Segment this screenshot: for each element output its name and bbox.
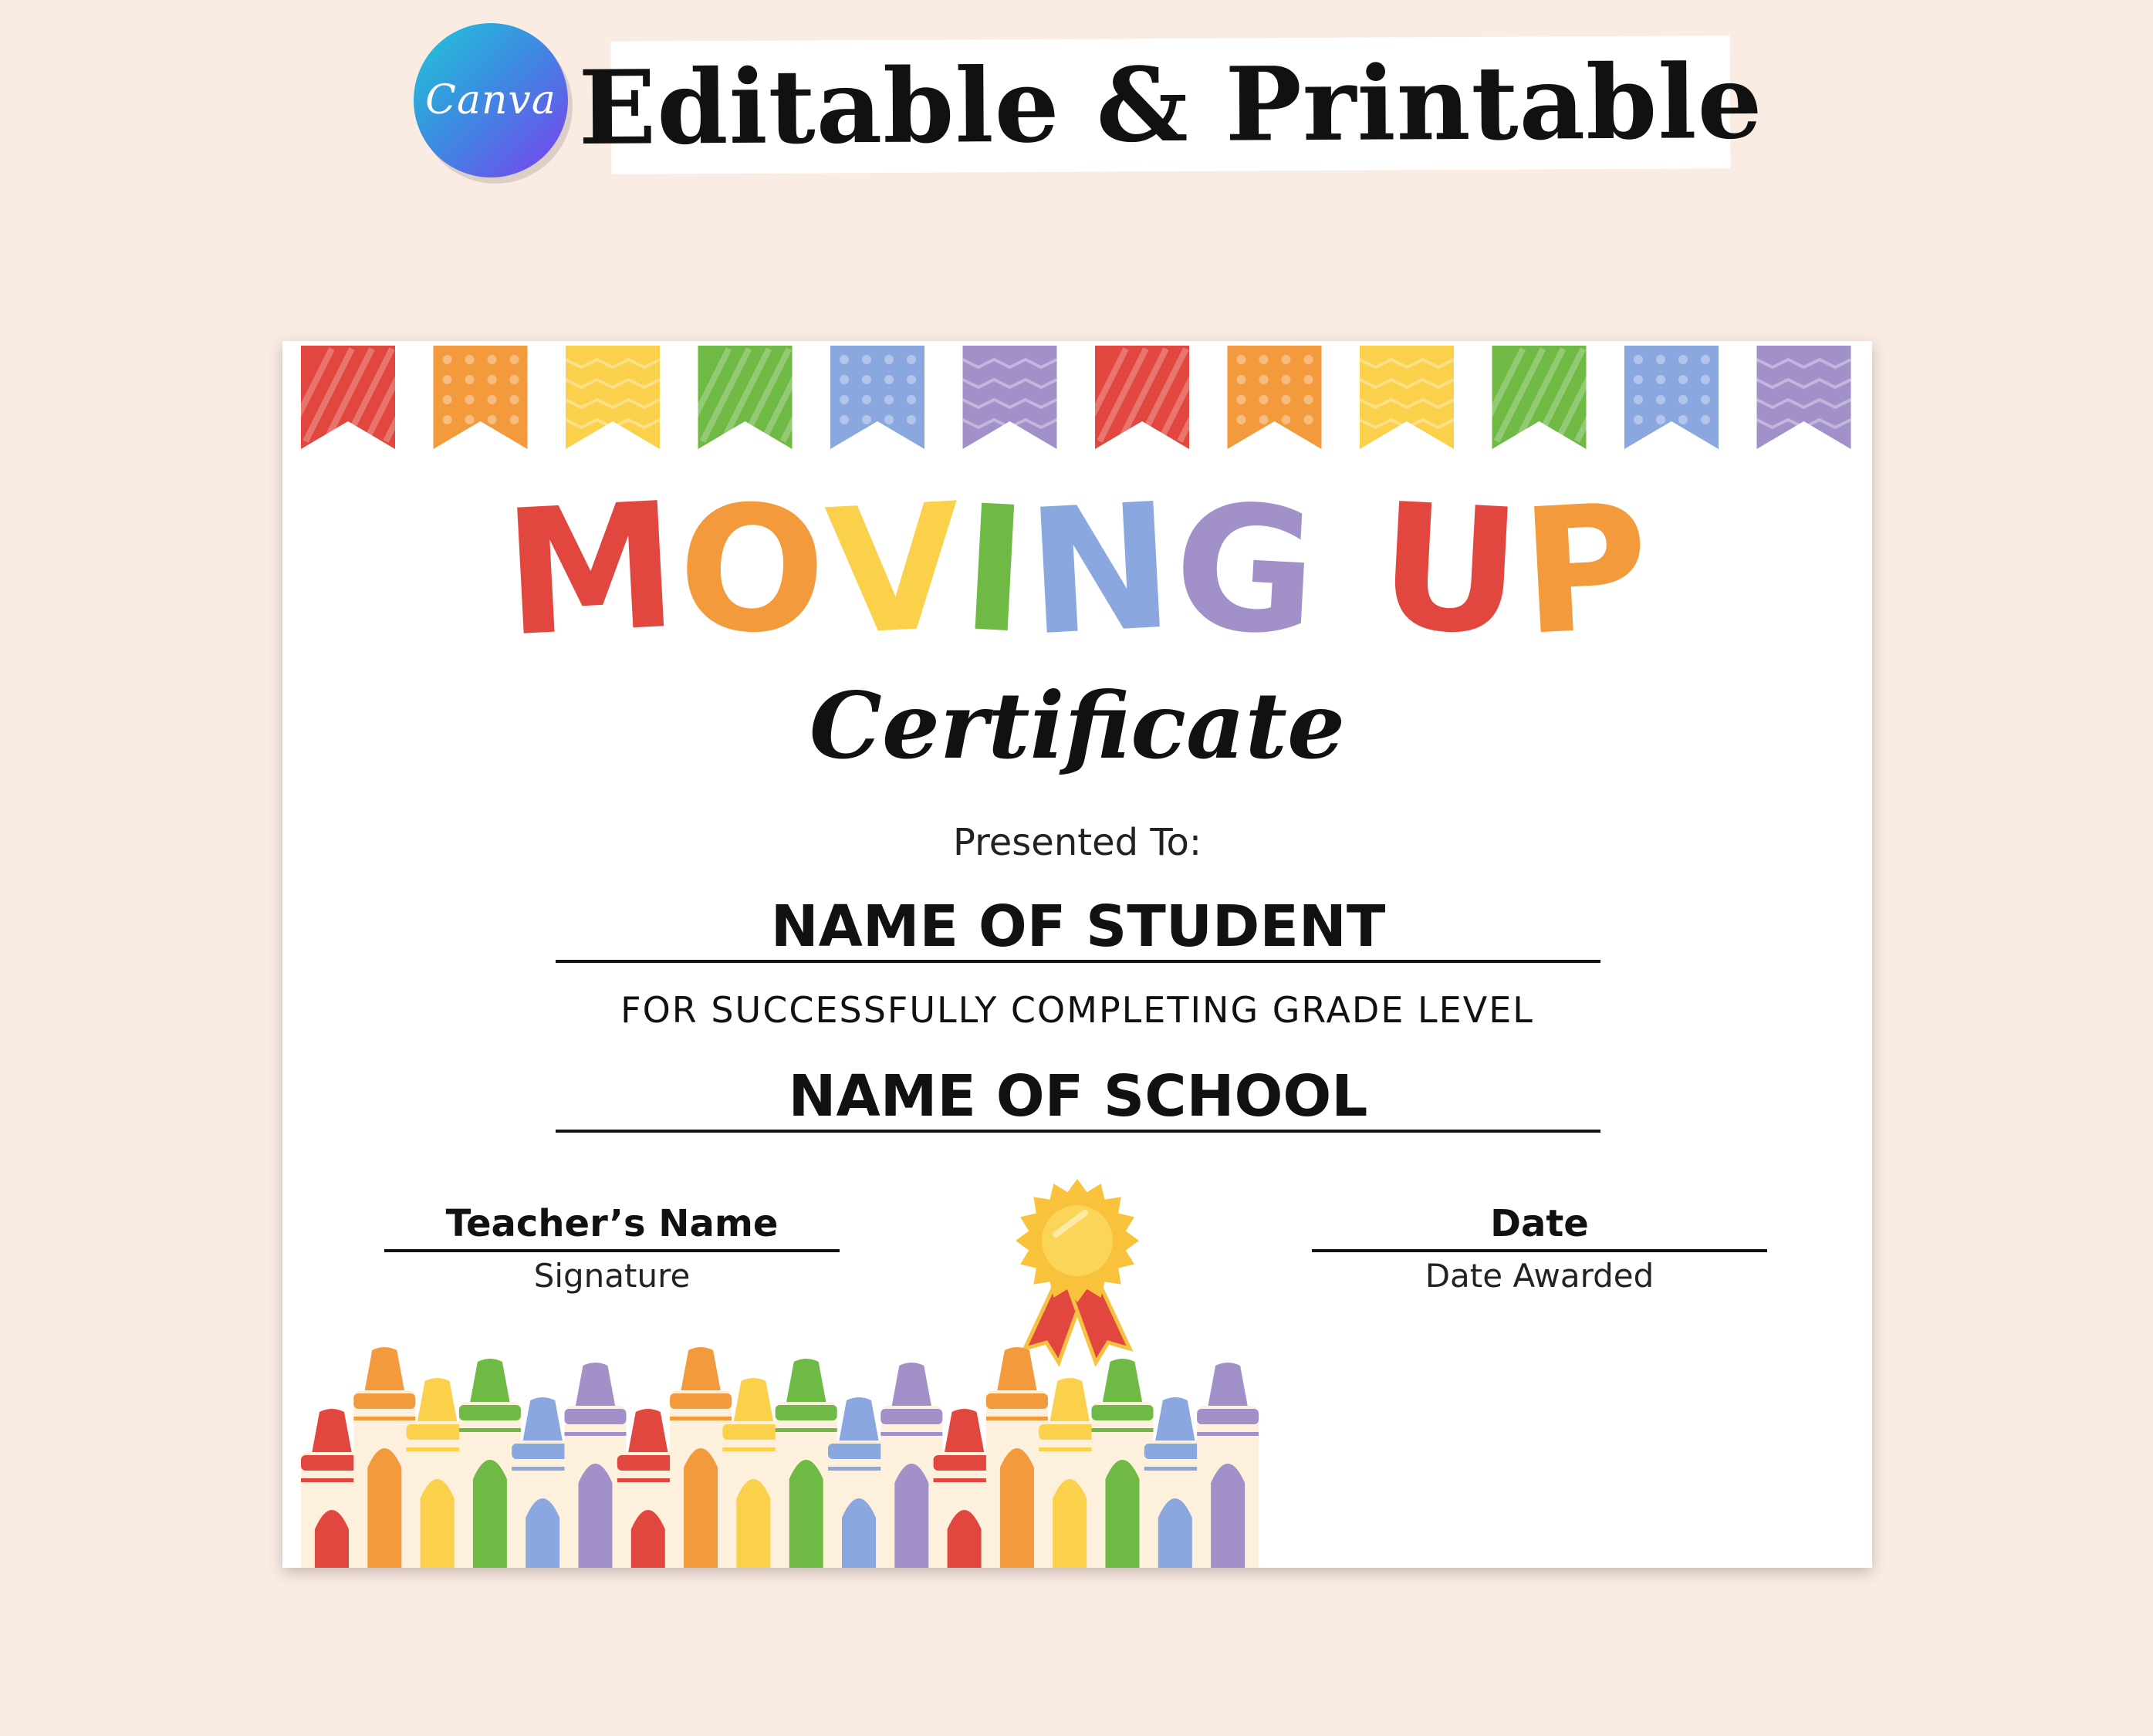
date-field[interactable]: Date (1312, 1204, 1767, 1252)
crayon (722, 1378, 784, 1568)
crayon (776, 1359, 837, 1568)
crayon (565, 1363, 627, 1568)
crayon-border (282, 341, 1872, 1568)
crayon (1144, 1397, 1206, 1568)
title-letter: I (957, 467, 1034, 673)
crayon (301, 1409, 363, 1568)
crayon (1039, 1378, 1100, 1568)
title-letter: N (1022, 465, 1180, 674)
student-name-field[interactable]: NAME OF STUDENT (556, 898, 1600, 963)
crayon (459, 1359, 521, 1568)
school-name-field[interactable]: NAME OF SCHOOL (556, 1068, 1600, 1133)
crayon (617, 1409, 679, 1568)
crayon (512, 1397, 573, 1568)
headline-banner (578, 35, 1763, 174)
title-letter: V (821, 465, 968, 674)
grade-level-text: FOR SUCCESSFULLY COMPLETING GRADE LEVEL (620, 989, 1534, 1031)
crayon (934, 1409, 995, 1568)
crayon (1197, 1363, 1259, 1568)
crayon (353, 1347, 415, 1568)
teacher-name-field[interactable]: Teacher’s Name (384, 1204, 840, 1252)
canva-logo-text: Canva (425, 77, 556, 123)
certificate-subtitle: Certificate (809, 672, 1346, 779)
title-letter: U (1374, 465, 1527, 674)
date-awarded-label: Date Awarded (1425, 1256, 1654, 1295)
crayon (828, 1397, 890, 1568)
title-letter: O (673, 465, 833, 674)
canva-logo (414, 23, 568, 177)
signature-label: Signature (533, 1256, 691, 1295)
presented-to-label: Presented To: (952, 821, 1202, 864)
crayon (986, 1347, 1048, 1568)
title-letter: M (499, 464, 684, 675)
headline-text: Editable & Printable (578, 42, 1763, 168)
title-letter: G (1169, 465, 1323, 674)
crayon (407, 1378, 468, 1568)
crayon (1092, 1359, 1154, 1568)
title-letter: P (1516, 465, 1655, 674)
crayon (670, 1347, 732, 1568)
crayon (880, 1363, 942, 1568)
certificate (282, 341, 1872, 1568)
